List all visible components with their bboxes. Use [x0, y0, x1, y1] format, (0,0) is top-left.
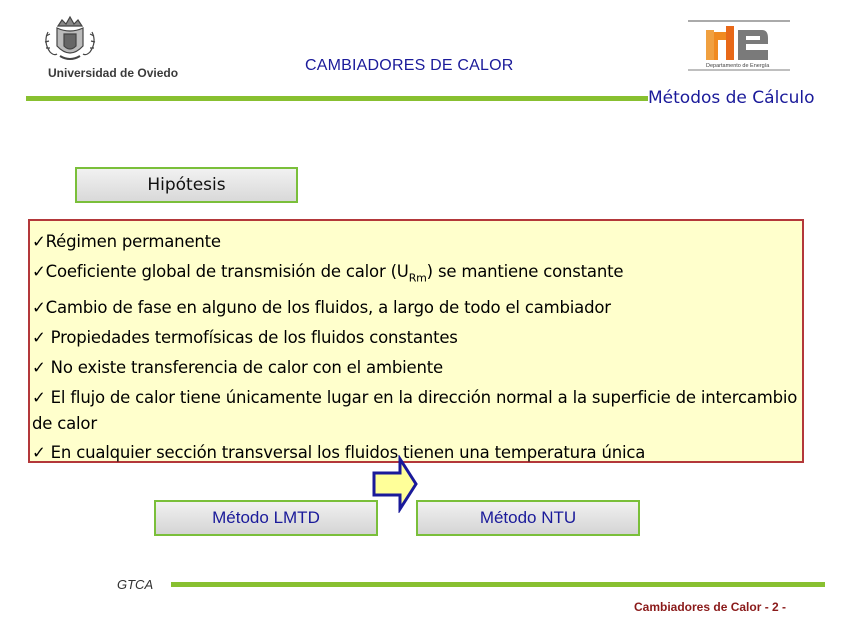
hypotheses-label-box: Hipótesis — [75, 167, 298, 203]
footer-divider-line — [171, 582, 825, 587]
header-divider-line — [26, 96, 648, 101]
hypothesis-item: ✓ El flujo de calor tiene únicamente lugar en la dirección normal a la superficie de intercambio de calor — [32, 388, 798, 434]
hypotheses-list-box — [28, 219, 804, 463]
university-seal-logo — [40, 12, 100, 64]
method-ntu-box: Método NTU — [416, 500, 640, 536]
hypothesis-item-text: ✓Coeficiente global de transmisión de calor (U — [32, 262, 409, 281]
hypothesis-item: ✓Cambio de fase en alguno de los fluidos, a largo de todo el cambiador — [32, 298, 611, 318]
coefficient-subscript: Rm — [408, 271, 427, 285]
department-energy-logo — [686, 20, 792, 76]
hypothesis-item: ✓ No existe transferencia de calor con el ambiente — [32, 358, 443, 378]
hypothesis-item: ✓Régimen permanente — [32, 232, 221, 251]
footer-page-label: Cambiadores de Calor - 2 - — [634, 600, 787, 614]
department-logo-caption: Departamento de Energía — [706, 63, 770, 69]
section-title: Métodos de Cálculo — [648, 88, 815, 108]
document-title: CAMBIADORES DE CALOR — [305, 57, 514, 74]
footer-group-name: GTCA — [117, 577, 154, 592]
hypothesis-item: ✓ En cualquier sección transversal los fluidos tienen una temperatura única — [32, 443, 646, 463]
hypothesis-item-tail: ) se mantiene constante — [426, 262, 624, 281]
hypothesis-item: ✓ Propiedades termofísicas de los fluidos constantes — [32, 328, 458, 348]
method-lmtd-box: Método LMTD — [154, 500, 378, 536]
university-name: Universidad de Oviedo — [48, 66, 179, 80]
hypothesis-item-coefficient — [32, 257, 802, 293]
